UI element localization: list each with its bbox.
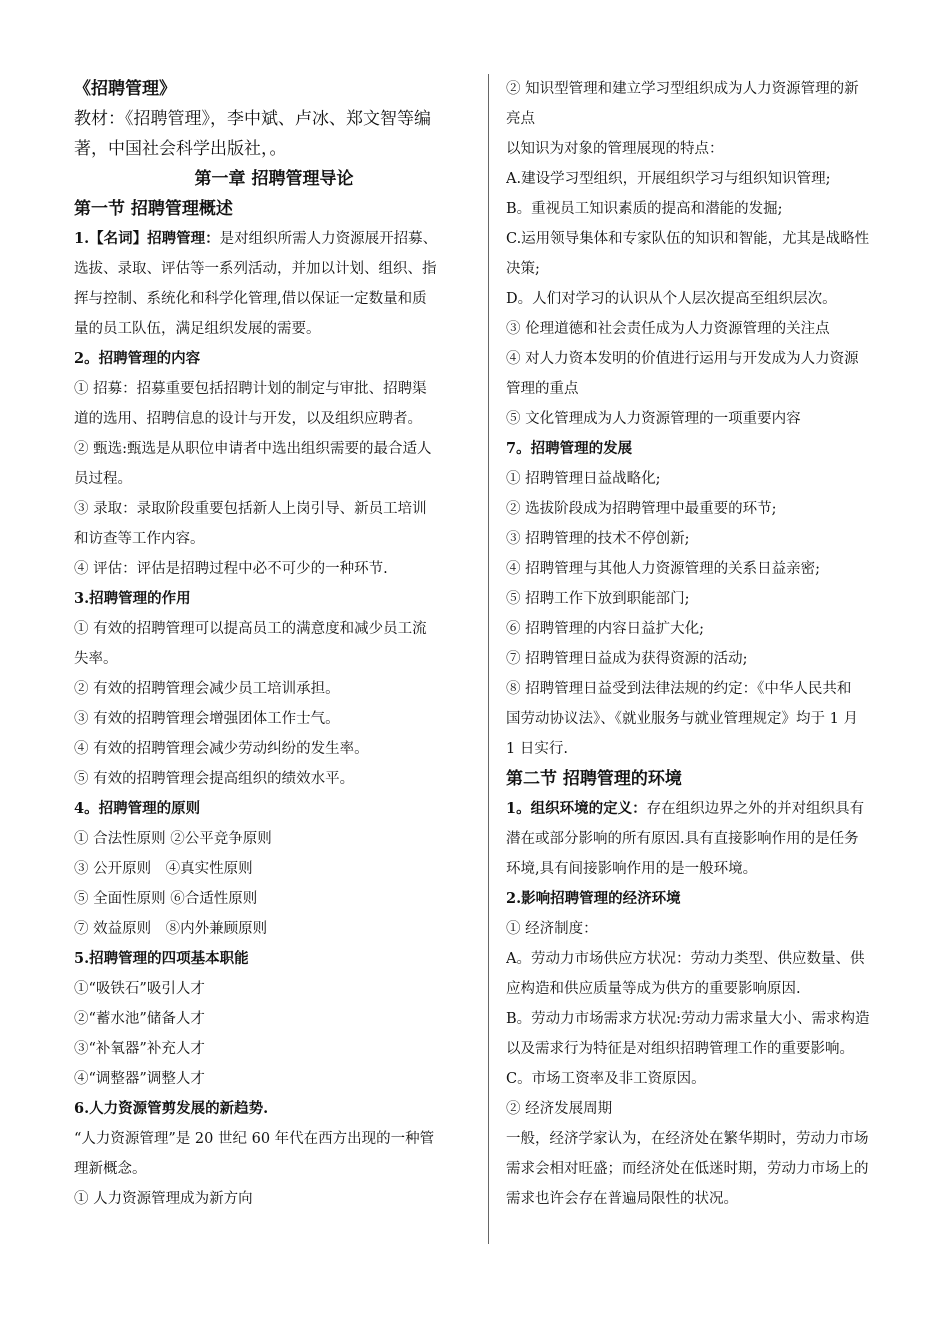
right-lines-text: 管理的重点 [506,381,579,397]
left-lines-text: 5.招聘管理的四项基本职能 [74,950,249,967]
right-lines-text: ④ 招聘管理与其他人力资源管理的关系日益亲密; [506,561,820,577]
right-lines-text: ⑤ 招聘工作下放到职能部门; [506,591,690,607]
left-lines-text: ③ 录取：录取阶段重要包括新人上岗引导、新员工培训 [74,501,427,517]
right-lines-text: 国劳动协议法》、《就业服务与就业管理规定》均于 1 月 [506,711,858,727]
text-segment: 1。组织环境的定义： [506,800,647,817]
left-lines-text: ① 有效的招聘管理可以提高员工的满意度和减少员工流 [74,621,427,637]
left-lines-text: 3.招聘管理的作用 [74,590,191,607]
left-lines-text: ③ 有效的招聘管理会增强团体工作士气。 [74,711,340,727]
right-lines-text: A.建设学习型组织，开展组织学习与组织知识管理; [506,171,831,187]
right-lines-text: ② 经济发展周期 [506,1101,613,1117]
right-lines-text: 1 日实行. [506,741,568,757]
left-lines-text: 6.人力资源管剪发展的新趋势. [74,1100,269,1117]
left-lines-text: 理新概念。 [74,1161,147,1177]
right-lines-text: ⑦ 招聘管理日益成为获得资源的活动; [506,651,748,667]
left-lines-text [74,224,474,254]
right-lines-text: 环境,具有间接影响作用的是一般环境。 [506,861,758,877]
left-lines-text: ⑦ 效益原则 ⑧内外兼顾原则 [74,921,268,937]
left-lines-text: 教材：《招聘管理》，李中斌、卢冰、郑文智等编 [74,109,431,129]
right-lines-text: ① 经济制度： [506,921,598,937]
right-lines-text: ② 选拔阶段成为招聘管理中最重要的环节; [506,501,777,517]
left-lines-text: 选拔、录取、评估等一系列活动，并加以计划、组织、指 [74,261,437,277]
left-column [74,74,474,1214]
right-lines-text: ⑧ 招聘管理日益受到法律法规的约定：《中华人民共和 [506,681,852,697]
left-lines-text: ② 有效的招聘管理会减少员工培训承担。 [74,681,340,697]
left-lines-text: 挥与控制、系统化和科学化管理,借以保证一定数量和质 [74,291,427,307]
text-segment: 存在组织边界之外的并对组织具有 [646,801,865,817]
left-lines-text: 第一节 招聘管理概述 [74,199,233,219]
right-lines-text: C。市场工资率及非工资原因。 [506,1071,706,1087]
left-lines-text: 《招聘管理》 [74,79,176,99]
left-lines-text: ① 合法性原则 ②公平竞争原则 [74,831,272,847]
right-lines-text: ⑤ 文化管理成为人力资源管理的一项重要内容 [506,411,801,427]
left-lines-text: ② 甄选:甄选是从职位申请者中选出组织需要的最合适人 [74,441,432,457]
right-lines-text: 以及需求行为特征是对组织招聘管理工作的重要影响。 [506,1041,854,1057]
left-lines-text: 员过程。 [74,471,132,487]
left-lines-text: ②“蓄水池”储备人才 [74,1011,205,1027]
left-lines-text: ③ 公开原则 ④真实性原则 [74,861,253,877]
right-lines-text: A。劳动力市场供应方状况：劳动力类型、供应数量、供 [506,951,865,967]
right-lines-text: 需求会相对旺盛；而经济处在低迷时期，劳动力市场上的 [506,1161,869,1177]
right-lines-text: 决策; [506,261,540,277]
left-lines-text: 2。招聘管理的内容 [74,350,201,367]
text-segment: 是对组织所需人力资源展开招募、 [219,231,438,247]
left-lines-text: ④ 有效的招聘管理会减少劳动纠纷的发生率。 [74,741,369,757]
left-lines-text: 失率。 [74,651,118,667]
right-lines-text: 7。招聘管理的发展 [506,440,633,457]
left-lines-text: ① 人力资源管理成为新方向 [74,1191,253,1207]
right-lines-text: D。人们对学习的认识从个人层次提高至组织层次。 [506,291,837,307]
left-lines-text: 道的选用、招聘信息的设计与开发，以及组织应聘者。 [74,411,422,427]
left-lines-text: ④ 评估：评估是招聘过程中必不可少的一种环节. [74,561,388,577]
left-lines-text: ④“调整器”调整人才 [74,1071,205,1087]
left-lines-text: 量的员工队伍，满足组织发展的需要。 [74,321,321,337]
right-lines-text: 第二节 招聘管理的环境 [506,769,682,789]
right-lines-text: ③ 伦理道德和社会责任成为人力资源管理的关注点 [506,321,830,337]
left-lines-text: 4。招聘管理的原则 [74,800,201,817]
left-lines-text: 和访查等工作内容。 [74,531,205,547]
right-lines-text: 2.影响招聘管理的经济环境 [506,890,681,907]
left-lines-text: ⑤ 有效的招聘管理会提高组织的绩效水平。 [74,771,355,787]
right-lines-text: 需求也许会存在普遍局限性的状况。 [506,1191,738,1207]
left-lines-text: 第一章 招聘管理导论 [194,169,354,189]
left-lines-text: ① 招募：招募重要包括招聘计划的制定与审批、招聘渠 [74,381,427,397]
left-lines-text: 著，中国社会科学出版社，。 [74,139,287,159]
left-lines-text: “人力资源管理”是 20 世纪 60 年代在西方出现的一种管 [74,1131,435,1147]
right-lines-text: ② 知识型管理和建立学习型组织成为人力资源管理的新 [506,81,859,97]
right-lines-text: ④ 对人力资本发明的价值进行运用与开发成为人力资源 [506,351,859,367]
right-lines-text: ⑥ 招聘管理的内容日益扩大化; [506,621,704,637]
right-lines-text: 应构造和供应质量等成为供方的重要影响原因. [506,981,801,997]
left-lines-text: ⑤ 全面性原则 ⑥合适性原则 [74,891,258,907]
right-lines-text: C.运用领导集体和专家队伍的知识和智能，尤其是战略性 [506,231,870,247]
text-segment: 1.【名词】招聘管理： [74,230,220,247]
right-lines-text: ③ 招聘管理的技术不停创新; [506,531,690,547]
right-lines-text: ① 招聘管理日益战略化; [506,471,661,487]
right-lines-text: 亮点 [506,111,535,127]
right-lines-text: 一般，经济学家认为，在经济处在繁华期时，劳动力市场 [506,1131,869,1147]
left-lines-text: ①“吸铁石”吸引人才 [74,981,205,997]
right-lines-text: 潜在或部分影响的所有原因.具有直接影响作用的是任务 [506,831,859,847]
left-lines-text: ③“补氧器”补充人才 [74,1041,205,1057]
right-lines-text: B。重视员工知识素质的提高和潜能的发掘; [506,201,783,217]
right-column [506,74,908,1214]
right-lines-text: B。劳动力市场需求方状况:劳动力需求量大小、需求构造 [506,1011,870,1027]
column-divider [488,74,489,1244]
right-lines-text: 以知识为对象的管理展现的特点： [506,141,724,157]
right-lines-text [506,794,908,824]
